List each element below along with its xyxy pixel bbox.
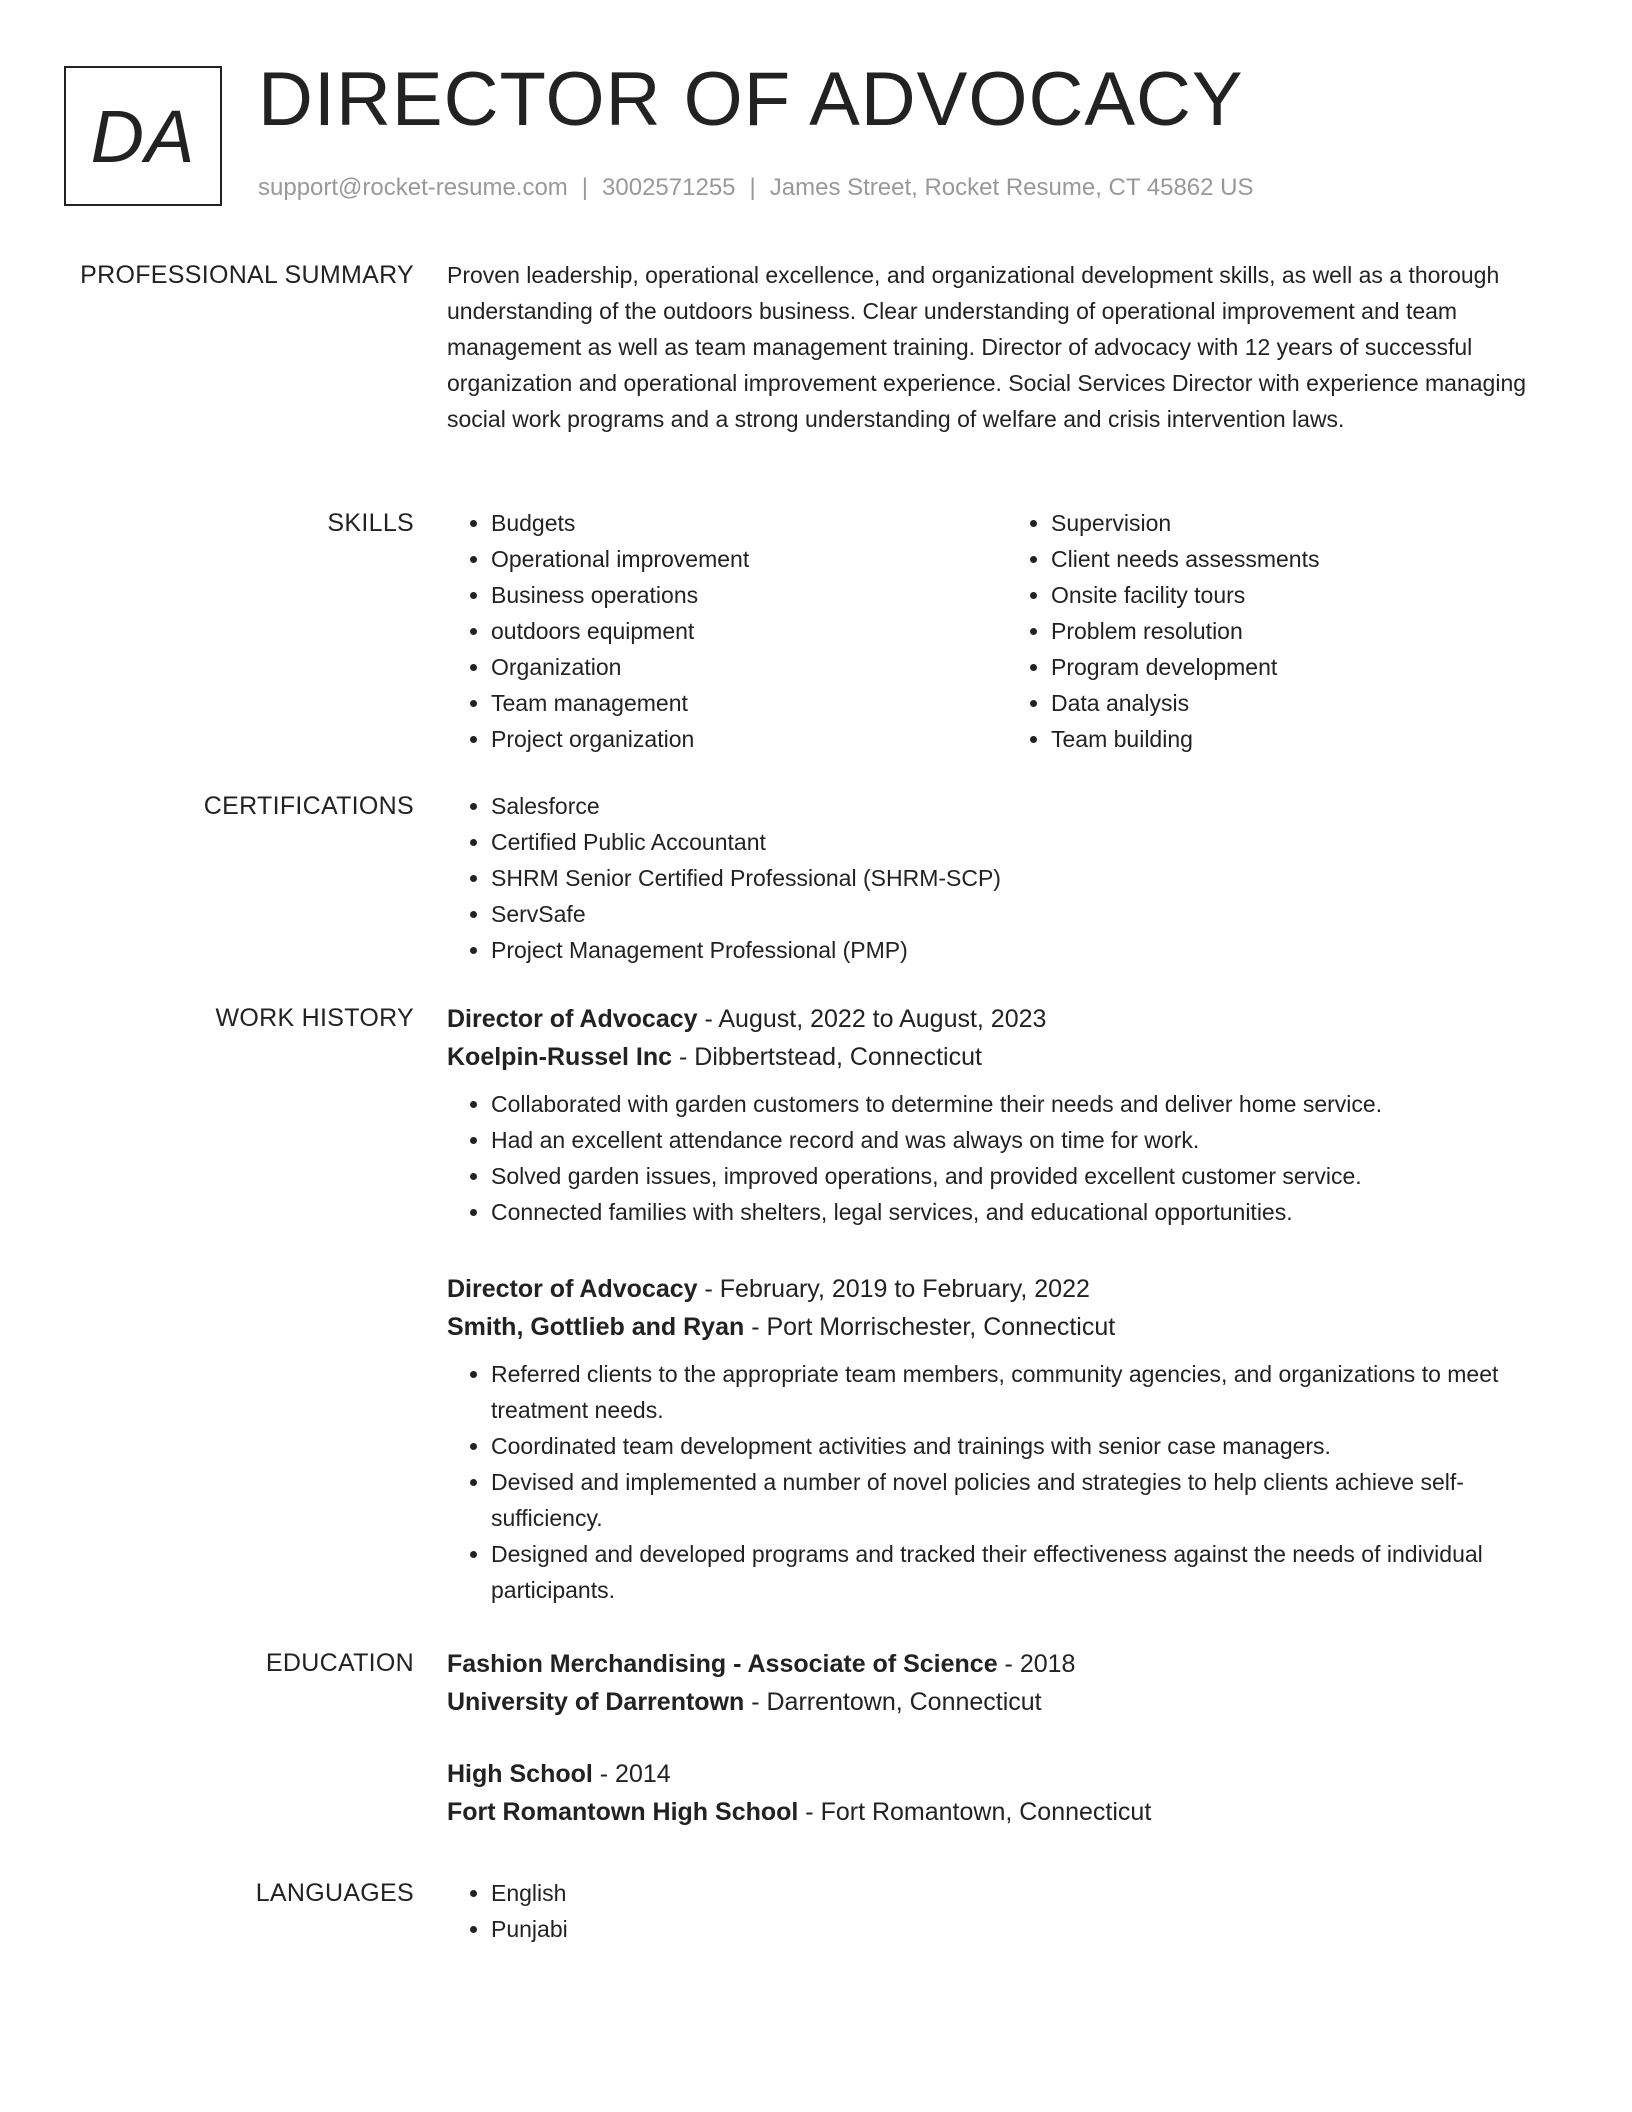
contact-separator: | <box>581 174 589 201</box>
education-school-line <box>447 1683 1567 1721</box>
job-title-line <box>447 1000 1567 1038</box>
job-title: Director of Advocacy <box>447 1275 698 1303</box>
section-label-summary: PROFESSIONAL SUMMARY <box>80 261 414 289</box>
education-entry <box>447 1645 1567 1721</box>
skill-item: • Business operations <box>491 577 1007 613</box>
job-bullets <box>447 1086 1567 1230</box>
job-bullet: • Coordinated team development activities and trainings with senior case managers. <box>491 1428 1567 1464</box>
summary-text: Proven leadership, operational excellence, and organizational development skills, as well as a thorough understanding of the outdoors business. Clear understanding of operational improvement and team management as well as team management training. Director of advocacy with 12 years of successful organization and operational improvement experience. Social Services Director with experience managing social work programs and a strong understanding of welfare and crisis intervention laws. <box>447 262 1527 432</box>
skills-grid <box>447 505 1567 757</box>
certification-item: • Project Management Professional (PMP) <box>491 932 1567 968</box>
job-entry <box>447 1000 1567 1230</box>
contact-line <box>258 174 1254 202</box>
section-label-skills: SKILLS <box>327 509 414 537</box>
job-bullets <box>447 1356 1567 1608</box>
education-location: - Darrentown, Connecticut <box>744 1688 1042 1716</box>
skill-item: • Team management <box>491 685 1007 721</box>
job-bullet: • Designed and developed programs and tracked their effectiveness against the needs of individual participants. <box>491 1536 1567 1608</box>
section-label-languages: LANGUAGES <box>255 1879 414 1907</box>
education-entry <box>447 1755 1567 1831</box>
skill-item: • Project organization <box>491 721 1007 757</box>
skill-item: • Organization <box>491 649 1007 685</box>
skill-item: • Client needs assessments <box>1051 541 1567 577</box>
education-year: - 2014 <box>592 1760 671 1788</box>
job-bullet: • Had an excellent attendance record and was always on time for work. <box>491 1122 1567 1158</box>
language-item: • Punjabi <box>491 1911 1567 1947</box>
certification-item: • Certified Public Accountant <box>491 824 1567 860</box>
skills-list-right <box>1007 505 1567 757</box>
skill-item: • Problem resolution <box>1051 613 1567 649</box>
job-dates: - February, 2019 to February, 2022 <box>697 1275 1090 1303</box>
skill-item: • Data analysis <box>1051 685 1567 721</box>
initials: DA <box>90 94 196 178</box>
certifications-list <box>447 788 1567 968</box>
job-bullet: • Referred clients to the appropriate team members, community agencies, and organizations to meet treatment needs. <box>491 1356 1567 1428</box>
skill-item: • Onsite facility tours <box>1051 577 1567 613</box>
job-company-line <box>447 1038 1567 1076</box>
job-company-line <box>447 1308 1567 1346</box>
job-company: Smith, Gottlieb and Ryan <box>447 1313 745 1341</box>
education-degree-line <box>447 1645 1567 1683</box>
education-year: - 2018 <box>997 1650 1076 1678</box>
skills-list-left <box>447 505 1007 757</box>
job-bullet: • Devised and implemented a number of novel policies and strategies to help clients achieve self-sufficiency. <box>491 1464 1567 1536</box>
page-title: DIRECTOR OF ADVOCACY <box>258 57 1244 142</box>
skill-item: • Supervision <box>1051 505 1567 541</box>
skill-item: • Program development <box>1051 649 1567 685</box>
skill-item: • Operational improvement <box>491 541 1007 577</box>
skill-item: • Budgets <box>491 505 1007 541</box>
languages-list <box>447 1875 1567 1947</box>
skill-item: • Team building <box>1051 721 1567 757</box>
monogram-box <box>64 66 222 206</box>
job-bullet: • Connected families with shelters, legal services, and educational opportunities. <box>491 1194 1567 1230</box>
job-bullet: • Collaborated with garden customers to determine their needs and deliver home service. <box>491 1086 1567 1122</box>
job-dates: - August, 2022 to August, 2023 <box>697 1005 1047 1033</box>
education-school: University of Darrentown <box>447 1688 745 1716</box>
job-bullet: • Solved garden issues, improved operations, and provided excellent customer service. <box>491 1158 1567 1194</box>
section-label-certifications: CERTIFICATIONS <box>203 792 414 820</box>
certifications-content <box>447 788 1567 968</box>
job-company: Koelpin-Russel Inc <box>447 1043 673 1071</box>
education-degree: Fashion Merchandising - Associate of Science <box>447 1650 998 1678</box>
languages-content <box>447 1875 1567 1947</box>
education-school: Fort Romantown High School <box>447 1798 799 1826</box>
section-label-work: WORK HISTORY <box>215 1004 414 1032</box>
job-location: - Port Morrischester, Connecticut <box>744 1313 1116 1341</box>
contact-phone: 3002571255 <box>602 174 736 201</box>
contact-separator: | <box>749 174 756 201</box>
skill-item: • outdoors equipment <box>491 613 1007 649</box>
education-location: - Fort Romantown, Connecticut <box>798 1798 1152 1826</box>
certification-item: • ServSafe <box>491 896 1567 932</box>
contact-email: support@rocket-resume.com <box>258 174 568 201</box>
certification-item: • SHRM Senior Certified Professional (SHRM-SCP) <box>491 860 1567 896</box>
language-item: • English <box>491 1875 1567 1911</box>
education-content <box>447 1645 1567 1865</box>
job-entry <box>447 1270 1567 1608</box>
work-content <box>447 1000 1567 1648</box>
certification-item: • Salesforce <box>491 788 1567 824</box>
job-title-line <box>447 1270 1567 1308</box>
section-label-education: EDUCATION <box>265 1649 414 1677</box>
job-title: Director of Advocacy <box>447 1005 698 1033</box>
education-degree: High School <box>447 1760 593 1788</box>
job-location: - Dibbertstead, Connecticut <box>672 1043 982 1071</box>
education-school-line <box>447 1793 1567 1831</box>
contact-address: James Street, Rocket Resume, CT 45862 US <box>769 174 1254 201</box>
summary-content <box>447 257 1567 437</box>
education-degree-line <box>447 1755 1567 1793</box>
